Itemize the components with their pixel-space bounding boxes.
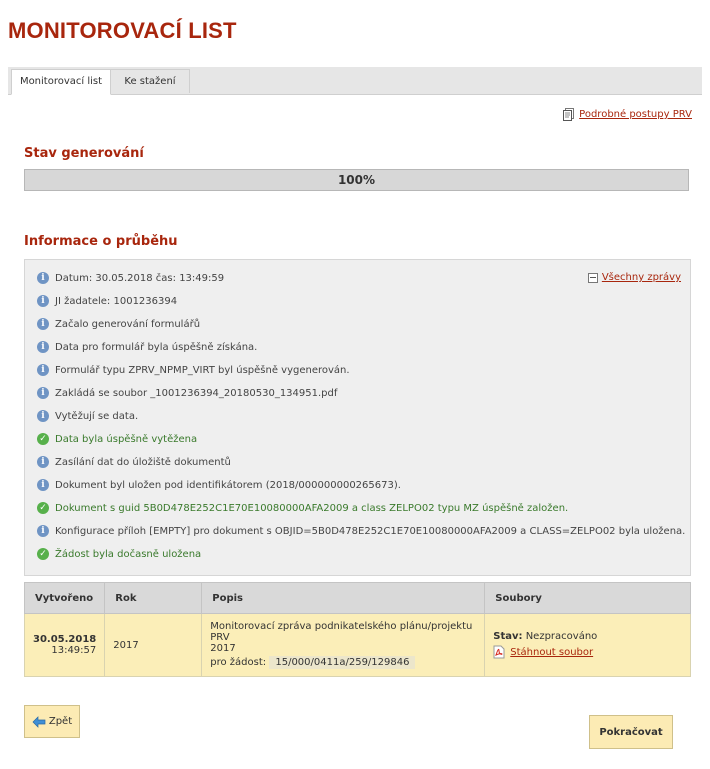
info-circle-icon xyxy=(37,479,49,491)
message-item xyxy=(37,362,350,378)
all-messages-toggle[interactable] xyxy=(588,272,681,283)
message-item xyxy=(37,431,197,447)
description-line1: Monitorovací zpráva podnikatelského plánu/projektu PRV xyxy=(210,621,473,643)
tab-monitorovaci-list[interactable]: Monitorovací list xyxy=(11,69,111,95)
message-item xyxy=(37,477,401,493)
message-text: Data pro formulář byla úspěšně získána. xyxy=(55,341,258,353)
table-header-row xyxy=(25,583,691,614)
check-circle-icon xyxy=(37,548,49,560)
message-text: Zakládá se soubor _1001236394_20180530_134951.pdf xyxy=(55,387,338,399)
info-circle-icon xyxy=(37,410,49,422)
back-button-label: Zpět xyxy=(48,716,73,727)
info-heading: Informace o průběhu xyxy=(24,234,178,249)
info-circle-icon xyxy=(37,387,49,399)
message-item xyxy=(37,500,568,516)
help-link[interactable] xyxy=(563,108,692,121)
request-line xyxy=(210,654,476,669)
created-time: 13:49:57 xyxy=(51,645,97,656)
message-item xyxy=(37,293,177,309)
message-text: Dokument s guid 5B0D478E252C1E70E10080000AFA2009 a class ZELPO02 typu MZ úspěšně založen. xyxy=(55,502,569,514)
column-header-rok: Rok xyxy=(105,583,202,614)
message-log xyxy=(24,259,691,576)
files-table xyxy=(24,582,691,677)
column-header-soubory: Soubory xyxy=(485,583,691,614)
info-circle-icon xyxy=(37,341,49,353)
document-icon xyxy=(563,108,575,121)
message-text: Začalo generování formulářů xyxy=(55,318,201,330)
message-item xyxy=(37,546,201,562)
request-label: pro žádost: xyxy=(210,657,267,668)
all-messages-label: Všechny zprávy xyxy=(601,272,681,283)
info-circle-icon xyxy=(37,272,49,284)
message-text: JI žadatele: 1001236394 xyxy=(55,295,178,307)
info-circle-icon xyxy=(37,364,49,376)
message-text: Datum: 30.05.2018 čas: 13:49:59 xyxy=(55,272,225,284)
message-item xyxy=(37,523,685,539)
message-text: Dokument byl uložen pod identifikátorem (2018/000000000265673). xyxy=(55,479,401,491)
tab-bar xyxy=(8,67,702,95)
continue-button-label: Pokračovat xyxy=(599,726,663,738)
page-title: MONITOROVACÍ LIST xyxy=(8,18,237,43)
message-text: Zasílání dat do úložiště dokumentů xyxy=(55,456,231,468)
tab-ke-stazeni[interactable]: Ke stažení xyxy=(110,69,190,93)
description-line2: 2017 xyxy=(210,643,236,654)
status-line xyxy=(493,631,682,642)
column-header-vytvoreno: Vytvořeno xyxy=(25,583,105,614)
check-circle-icon xyxy=(37,433,49,445)
check-circle-icon xyxy=(37,502,49,514)
status-value: Nezpracováno xyxy=(525,631,598,642)
progress-label: 100% xyxy=(337,173,376,187)
message-item xyxy=(37,316,200,332)
message-item xyxy=(37,339,257,355)
message-text: Vytěžují se data. xyxy=(55,410,139,422)
info-circle-icon xyxy=(37,525,49,537)
info-circle-icon xyxy=(37,318,49,330)
back-button[interactable] xyxy=(24,705,80,738)
cell-year: 2017 xyxy=(105,614,202,677)
message-item xyxy=(37,454,231,470)
message-item xyxy=(37,270,224,286)
request-code: 15/000/0411a/259/129846 xyxy=(269,656,415,669)
message-text: Žádost byla dočasně uložena xyxy=(55,548,202,560)
info-circle-icon xyxy=(37,295,49,307)
download-file-label: Stáhnout soubor xyxy=(510,646,594,658)
cell-created xyxy=(25,614,105,677)
arrow-left-icon xyxy=(32,716,46,728)
created-date: 30.05.2018 xyxy=(33,634,97,645)
cell-files xyxy=(485,614,691,677)
continue-button[interactable] xyxy=(589,715,673,749)
collapse-icon xyxy=(588,273,598,283)
pdf-icon xyxy=(493,645,505,659)
table-row xyxy=(25,614,691,677)
help-link-label: Podrobné postupy PRV xyxy=(579,109,692,120)
generation-heading: Stav generování xyxy=(24,146,144,161)
status-label: Stav: xyxy=(493,631,523,642)
message-text: Formulář typu ZPRV_NPMP_VIRT byl úspěšně vygenerován. xyxy=(55,364,350,376)
cell-description xyxy=(202,614,485,677)
message-item xyxy=(37,385,337,401)
info-circle-icon xyxy=(37,456,49,468)
progress-bar xyxy=(24,169,689,191)
message-text: Data byla úspěšně vytěžena xyxy=(55,433,198,445)
message-item xyxy=(37,408,138,424)
column-header-popis: Popis xyxy=(202,583,485,614)
download-file-link[interactable] xyxy=(493,645,682,659)
message-text: Konfigurace příloh [EMPTY] pro dokument s OBJID=5B0D478E252C1E70E10080000AFA2009 a CLASS=ZELPO02 byla uložena. xyxy=(55,525,686,537)
